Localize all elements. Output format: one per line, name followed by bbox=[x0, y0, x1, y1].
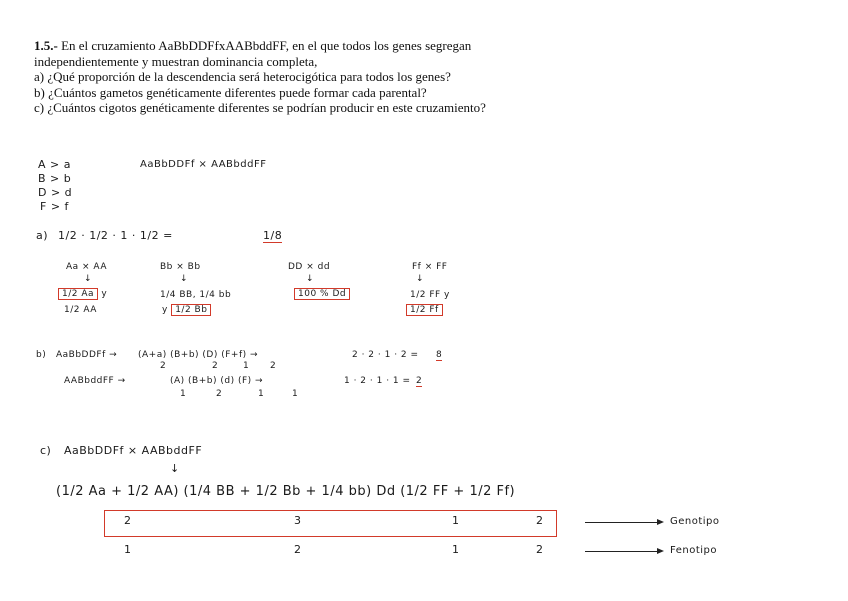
part-a-label: a) bbox=[36, 229, 49, 242]
problem-intro bbox=[34, 38, 634, 54]
c-expansion: (1/2 Aa + 1/2 AA) (1/4 BB + 1/2 Bb + 1/4 bb) Dd (1/2 FF + 1/2 Ff) bbox=[56, 484, 516, 499]
c-cross: AaBbDDFf × AABbddFF bbox=[64, 444, 203, 457]
b-parent2: AABbddFF → bbox=[64, 376, 126, 386]
a-y-bb: y bbox=[162, 305, 168, 315]
a-cross-ff: Ff × FF bbox=[412, 262, 448, 272]
a-result-dd: 100 % Dd bbox=[294, 288, 350, 300]
dominance-1: B > b bbox=[38, 172, 72, 185]
b-p1-under-2: 1 bbox=[243, 361, 250, 371]
phenotype-arrow-icon bbox=[657, 548, 664, 554]
b-parent1-counts: 2 · 2 · 1 · 2 = bbox=[352, 350, 419, 360]
a-arrow-dd: ↓ bbox=[306, 274, 315, 284]
phenotype-label: Fenotipo bbox=[670, 545, 717, 556]
b-parent2-result: 2 bbox=[416, 376, 423, 386]
problem-intro-cont: independientemente y muestran dominancia completa, bbox=[34, 53, 318, 69]
genotype-label: Genotipo bbox=[670, 516, 720, 527]
genotype-count-a: 2 bbox=[124, 514, 132, 527]
a-result-aa-hom: 1/2 AA bbox=[64, 305, 97, 315]
question-a: a) ¿Qué proporción de la descendencia será heterocigótica para todos los genes? bbox=[34, 69, 451, 84]
problem-number: 1.5.- bbox=[34, 38, 58, 53]
a-cross-aa: Aa × AA bbox=[66, 262, 107, 272]
a-y-aa: y bbox=[101, 289, 108, 299]
b-parent1-factors: (A+a) (B+b) (D) (F+f) → bbox=[138, 350, 259, 360]
a-arrow-bb: ↓ bbox=[180, 274, 189, 284]
question-c: c) ¿Cuántos cigotos genéticamente diferentes se podrían producir en este cruzamiento? bbox=[34, 100, 486, 115]
b-p2-under-0: 1 bbox=[180, 389, 187, 399]
b-parent2-factors: (A) (B+b) (d) (F) → bbox=[170, 376, 264, 386]
a-cross-bb: Bb × Bb bbox=[160, 262, 201, 272]
genotype-arrow-line bbox=[585, 522, 657, 523]
b-p1-under-1: 2 bbox=[212, 361, 219, 371]
b-p2-under-3: 1 bbox=[292, 389, 299, 399]
genotype-arrow-icon bbox=[657, 519, 664, 525]
a-arrow-aa: ↓ bbox=[84, 274, 93, 284]
phenotype-count-a: 1 bbox=[124, 543, 132, 556]
a-result-bb-het: 1/2 Bb bbox=[171, 304, 211, 316]
dominance-0: A > a bbox=[38, 158, 71, 171]
phenotype-arrow-line bbox=[585, 551, 657, 552]
question-b: b) ¿Cuántos gametos genéticamente diferentes puede formar cada parental? bbox=[34, 84, 427, 100]
a-result-bb-hom: 1/4 BB, 1/4 bb bbox=[160, 290, 232, 300]
part-a-expr: 1/2 · 1/2 · 1 · 1/2 = bbox=[58, 229, 173, 242]
genotype-count-d: 1 bbox=[452, 514, 460, 527]
a-result-ff-hom: 1/2 FF y bbox=[410, 290, 450, 300]
part-c-label: c) bbox=[40, 444, 52, 457]
genotype-count-f: 2 bbox=[536, 514, 544, 527]
problem-intro-text: En el cruzamiento AaBbDDFfxAABbddFF, en el que todos los genes segregan bbox=[61, 38, 472, 53]
genotype-box bbox=[104, 510, 557, 537]
b-p2-under-2: 1 bbox=[258, 389, 265, 399]
phenotype-count-f: 2 bbox=[536, 543, 544, 556]
genotype-count-b: 3 bbox=[294, 514, 302, 527]
b-parent1: AaBbDDFf → bbox=[56, 350, 118, 360]
problem-statement bbox=[34, 38, 634, 116]
a-result-aa-het: 1/2 Aa bbox=[58, 288, 98, 300]
part-b-label: b) bbox=[36, 350, 47, 360]
b-p2-under-1: 2 bbox=[216, 389, 223, 399]
phenotype-count-b: 2 bbox=[294, 543, 302, 556]
a-arrow-ff: ↓ bbox=[416, 274, 425, 284]
b-parent1-result: 8 bbox=[436, 350, 443, 360]
b-parent2-counts: 1 · 2 · 1 · 1 = bbox=[344, 376, 411, 386]
a-result-ff-het: 1/2 Ff bbox=[406, 304, 443, 316]
b-p1-under-3: 2 bbox=[270, 361, 277, 371]
dominance-3: F > f bbox=[40, 200, 69, 213]
phenotype-count-d: 1 bbox=[452, 543, 460, 556]
dominance-2: D > d bbox=[38, 186, 73, 199]
c-arrow: ↓ bbox=[170, 462, 180, 475]
cross-notation: AaBbDDFf × AABbddFF bbox=[140, 159, 267, 170]
part-a-result: 1/8 bbox=[263, 229, 283, 242]
a-cross-dd: DD × dd bbox=[288, 262, 331, 272]
b-p1-under-0: 2 bbox=[160, 361, 167, 371]
